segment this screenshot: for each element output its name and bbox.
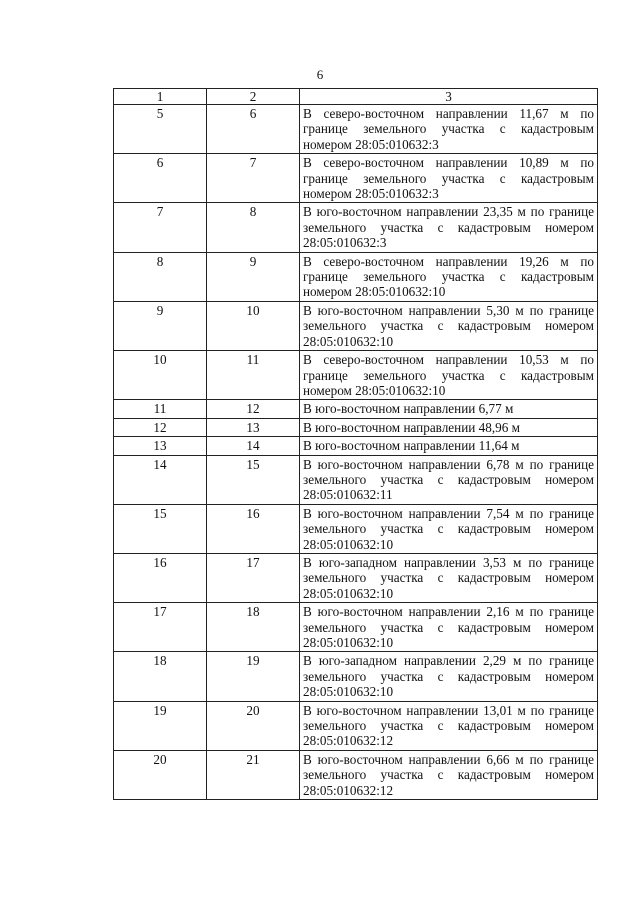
- description-cell: В юго-восточном направлении 11,64 м: [300, 437, 598, 455]
- table-row: [114, 701, 598, 750]
- table-row: [114, 553, 598, 602]
- point-to-cell: 19: [207, 652, 300, 701]
- table-body: [114, 89, 598, 800]
- description-cell: В юго-восточном направлении 6,66 м по границе земельного участка с кадастровым номером 28:05:010632:12: [300, 750, 598, 799]
- description-cell: В юго-восточном направлении 2,16 м по границе земельного участка с кадастровым номером 28:05:010632:10: [300, 603, 598, 652]
- point-from-cell: 12: [114, 418, 207, 436]
- description-cell: В северо-восточном направлении 10,53 м по границе земельного участка с кадастровым номером 28:05:010632:10: [300, 351, 598, 400]
- point-to-cell: 21: [207, 750, 300, 799]
- table-row: [114, 750, 598, 799]
- point-from-cell: 6: [114, 154, 207, 203]
- page-number: 6: [316, 67, 324, 82]
- table-row: [114, 301, 598, 350]
- point-to-cell: 10: [207, 301, 300, 350]
- point-to-cell: 6: [207, 105, 300, 154]
- point-from-cell: 18: [114, 652, 207, 701]
- table-row: [114, 351, 598, 400]
- description-cell: В юго-западном направлении 3,53 м по границе земельного участка с кадастровым номером 28:05:010632:10: [300, 553, 598, 602]
- table-row: [114, 455, 598, 504]
- point-to-cell: 18: [207, 603, 300, 652]
- description-cell: В юго-восточном направлении 13,01 м по границе земельного участка с кадастровым номером 28:05:010632:12: [300, 701, 598, 750]
- table-row: [114, 105, 598, 154]
- point-to-cell: 14: [207, 437, 300, 455]
- point-to-cell: 7: [207, 154, 300, 203]
- point-from-cell: 13: [114, 437, 207, 455]
- description-cell: В юго-восточном направлении 5,30 м по границе земельного участка с кадастровым номером 28:05:010632:10: [300, 301, 598, 350]
- description-cell: В юго-восточном направлении 48,96 м: [300, 418, 598, 436]
- point-from-cell: 17: [114, 603, 207, 652]
- point-to-cell: 17: [207, 553, 300, 602]
- description-cell: В юго-восточном направлении 23,35 м по границе земельного участка с кадастровым номером 28:05:010632:3: [300, 203, 598, 252]
- point-to-cell: 15: [207, 455, 300, 504]
- table-row: [114, 603, 598, 652]
- table-row: [114, 652, 598, 701]
- point-from-cell: 8: [114, 252, 207, 301]
- description-cell: В юго-восточном направлении 6,78 м по границе земельного участка с кадастровым номером 28:05:010632:11: [300, 455, 598, 504]
- table-row: [114, 437, 598, 455]
- column-header-1: 1: [114, 89, 207, 105]
- boundary-description-table: [113, 88, 598, 800]
- table-row: [114, 418, 598, 436]
- point-from-cell: 9: [114, 301, 207, 350]
- description-cell: В северо-восточном направлении 19,26 м по границе земельного участка с кадастровым номером 28:05:010632:10: [300, 252, 598, 301]
- point-from-cell: 19: [114, 701, 207, 750]
- description-cell: В юго-восточном направлении 7,54 м по границе земельного участка с кадастровым номером 28:05:010632:10: [300, 504, 598, 553]
- point-from-cell: 11: [114, 400, 207, 418]
- table-row: [114, 154, 598, 203]
- description-cell: В северо-восточном направлении 11,67 м по границе земельного участка с кадастровым номером 28:05:010632:3: [300, 105, 598, 154]
- table-row: [114, 203, 598, 252]
- point-from-cell: 7: [114, 203, 207, 252]
- point-from-cell: 15: [114, 504, 207, 553]
- table-header-row: [114, 89, 598, 105]
- table-row: [114, 252, 598, 301]
- table-row: [114, 400, 598, 418]
- point-to-cell: 8: [207, 203, 300, 252]
- description-cell: В юго-восточном направлении 6,77 м: [300, 400, 598, 418]
- point-to-cell: 20: [207, 701, 300, 750]
- point-from-cell: 14: [114, 455, 207, 504]
- table-row: [114, 504, 598, 553]
- column-header-2: 2: [207, 89, 300, 105]
- description-cell: В северо-восточном направлении 10,89 м по границе земельного участка с кадастровым номером 28:05:010632:3: [300, 154, 598, 203]
- description-cell: В юго-западном направлении 2,29 м по границе земельного участка с кадастровым номером 28:05:010632:10: [300, 652, 598, 701]
- point-from-cell: 5: [114, 105, 207, 154]
- point-from-cell: 16: [114, 553, 207, 602]
- point-from-cell: 20: [114, 750, 207, 799]
- point-from-cell: 10: [114, 351, 207, 400]
- point-to-cell: 11: [207, 351, 300, 400]
- point-to-cell: 12: [207, 400, 300, 418]
- column-header-3: 3: [300, 89, 598, 105]
- point-to-cell: 13: [207, 418, 300, 436]
- point-to-cell: 16: [207, 504, 300, 553]
- point-to-cell: 9: [207, 252, 300, 301]
